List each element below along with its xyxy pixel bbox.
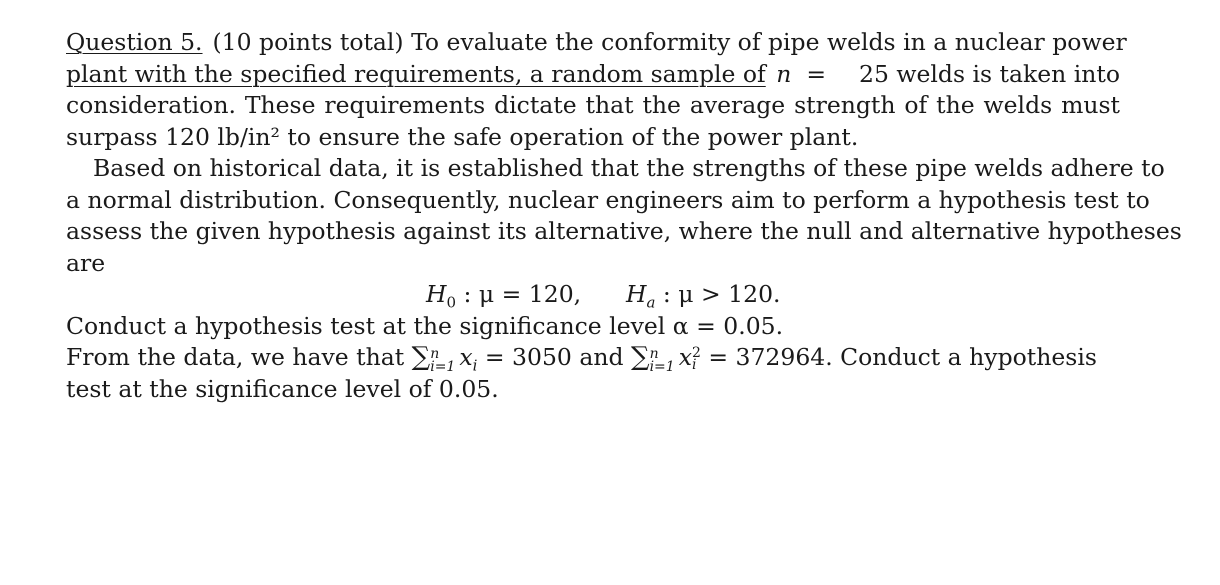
significance-alpha: α = 0.05. (672, 311, 784, 340)
null-hypothesis-subscript: 0 (446, 293, 457, 312)
sum1-value: = 3050 and (477, 343, 624, 371)
sample-size-var: n (776, 59, 792, 88)
question-heading: Question 5. (66, 28, 203, 56)
document-body (66, 27, 1182, 405)
paragraph2-line-4 (66, 248, 1120, 280)
significance-text: Conduct a hypothesis test at the significance level (66, 311, 666, 340)
question-line-1-text: (10 points total) To evaluate the conformity of pipe welds in a nuclear power (212, 28, 1127, 56)
question-line-2-text (66, 59, 766, 91)
paragraph2-line-2 (66, 185, 1150, 217)
sum1-upper-limit: n (430, 346, 440, 362)
data-line-2 (66, 374, 1120, 406)
sum2-symbol: ∑ (631, 342, 650, 372)
significance-line (66, 311, 1120, 343)
sum2-lower-limit: i=1 (649, 359, 675, 375)
question-line-4 (66, 122, 1120, 154)
question-line-2 (66, 59, 1120, 91)
sum2-limits (650, 348, 675, 374)
alternative-hypothesis-symbol: H (625, 280, 647, 308)
question-line-1 (66, 27, 1127, 59)
sum2-superscript: 2 (691, 344, 701, 361)
sum2-scripts (691, 344, 701, 373)
sum2-value: = 372964. Conduct a hypothesis (700, 343, 1097, 371)
paragraph2-line-2-text: a normal distribution. Consequently, nuclear engineers aim to perform a hypothesis test to (66, 185, 1150, 214)
sum1-term: x (459, 343, 473, 371)
null-hypothesis (426, 280, 582, 312)
alternative-hypothesis-subscript: a (646, 293, 656, 312)
equals-sign: = (806, 59, 827, 88)
question-line-3-text: consideration. These requirements dictate that the average strength of the welds must (66, 91, 1120, 119)
sum1-limits (430, 348, 455, 374)
question-line-2-part-a: plant with the specified requirements, a random sample of (66, 59, 766, 88)
alternative-hypothesis-relation: : μ > 120. (655, 280, 781, 308)
question-line-4-text: surpass 120 lb/in² to ensure the safe operation of the power plant. (66, 122, 859, 151)
paragraph2-line-4-text: are (66, 248, 106, 277)
paragraph2-line-3-text: assess the given hypothesis against its alternative, where the null and alternative hypotheses (66, 217, 1182, 245)
sum-x (411, 342, 624, 375)
question-line-3 (66, 90, 1120, 122)
null-hypothesis-relation: : μ = 120, (456, 280, 582, 308)
data-line-prefix: From the data, we have that (66, 343, 405, 371)
sum2-subscript: i (691, 356, 697, 373)
sum1-subscript: i (472, 356, 478, 375)
data-line-1 (66, 342, 1120, 374)
question-line-2-rest: 25 welds is taken into (859, 59, 1120, 88)
data-line-2-text: test at the significance level of 0.05. (66, 374, 499, 403)
sum2-upper-limit: n (649, 346, 659, 362)
sum1-lower-limit: i=1 (430, 359, 456, 375)
sum1-symbol: ∑ (411, 342, 431, 372)
alternative-hypothesis (625, 280, 781, 312)
sum2-term: x (678, 343, 692, 371)
paragraph2-line-1-text: Based on historical data, it is established that the strengths of these pipe welds adhere to (93, 154, 1165, 182)
null-hypothesis-symbol: H (426, 280, 447, 308)
sum-x-squared (631, 342, 1097, 375)
paragraph2-line-1 (66, 153, 1165, 185)
paragraph2-line-3 (66, 216, 1182, 248)
hypotheses-display (66, 279, 1120, 311)
sample-size-expr (776, 59, 848, 91)
